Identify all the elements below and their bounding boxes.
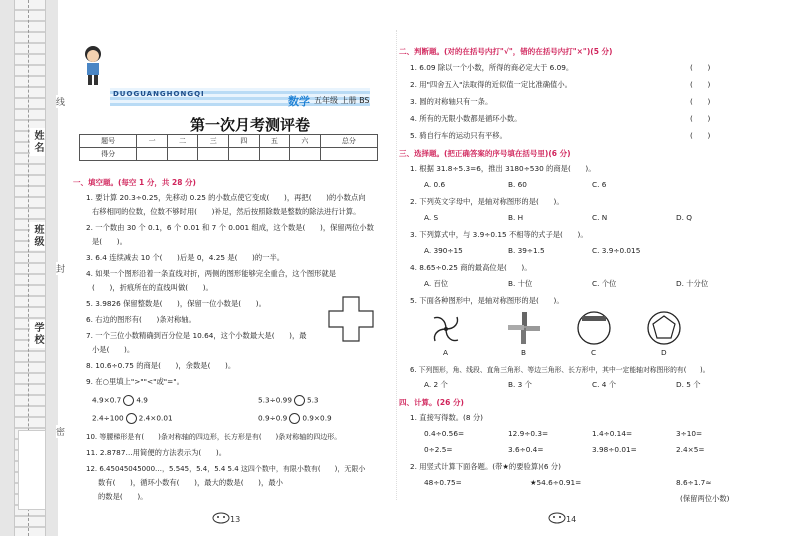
compare-row-1-left <box>92 395 148 406</box>
mascot-icon <box>212 510 230 524</box>
page-title: 第一次月考测评卷 <box>189 116 310 134</box>
question-4-cont: ( )，折痕所在的直线叫做( )。 <box>92 283 213 292</box>
choice-option[interactable]: D. Q <box>676 213 693 222</box>
question-7: 7. 一个三位小数精确到百分位是 10.64，这个小数最大是( )，最 <box>86 331 307 340</box>
choice-3: 3. 下列算式中，与 3.9÷0.15 不相等的式子是( )。 <box>410 230 588 239</box>
compare-expr: 0.9×0.9 <box>302 413 332 423</box>
name-label: 姓名 <box>32 130 43 154</box>
compare-expr: 5.3÷0.99 <box>258 395 292 405</box>
calc-item: 8.6÷1.7≈ <box>676 478 712 487</box>
compare-expr: 0.9÷0.9 <box>258 413 288 423</box>
choice-option[interactable]: C. 个位 <box>592 279 617 288</box>
question-5: 5. 3.9826 保留整数是( )，保留一位小数是( )。 <box>86 299 266 308</box>
figure-label[interactable]: D <box>661 348 667 357</box>
section-calculation: 四、计算。(26 分) <box>399 398 464 407</box>
figure-label[interactable]: A <box>443 348 448 357</box>
question-12: 12. 6.45045045000…，5.545，5.4，5.4 5.4 这四个数中，有限小数有( )，无限小 <box>86 465 366 473</box>
choice-option[interactable]: C. 4 个 <box>592 380 616 389</box>
calc-item: 12.9÷0.3= <box>508 429 549 438</box>
banner-text: DUOGUANGHONGQI <box>113 90 205 98</box>
question-8: 8. 10.6÷0.75 的商是( )，余数是( )。 <box>86 361 236 370</box>
compare-circle[interactable] <box>123 395 134 406</box>
choice-option[interactable]: A. 390÷15 <box>424 246 463 255</box>
score-cell: 题号 <box>80 135 137 148</box>
compare-row-1-right <box>258 395 319 406</box>
calc-item: 2.4×5= <box>676 445 705 454</box>
choice-option[interactable]: A. 百位 <box>424 279 449 288</box>
binding-char: 线 <box>56 95 65 108</box>
seat-box <box>18 430 46 510</box>
section-fill-blank: 一、填空题。(每空 1 分，共 28 分) <box>73 178 196 187</box>
answer-paren[interactable]: ( ) <box>690 63 711 72</box>
choice-option[interactable]: A. 0.6 <box>424 180 446 189</box>
choice-option[interactable]: B. 60 <box>508 180 527 189</box>
question-11: 11. 2.8787…用简便的方法表示为( )。 <box>86 448 227 457</box>
score-cell: 二 <box>167 135 198 148</box>
pentagon-circle-figure <box>646 310 682 346</box>
answer-paren[interactable]: ( ) <box>690 131 711 140</box>
figure-label[interactable]: B <box>521 348 527 357</box>
choice-option[interactable]: B. 3 个 <box>508 380 532 389</box>
calc-item: 48÷0.75= <box>424 478 462 487</box>
circle-figure <box>576 310 612 346</box>
question-3: 3. 6.4 连续减去 10 个( )后是 0，4.25 是( )的一半。 <box>86 253 285 262</box>
calc-item: 3÷10= <box>676 429 703 438</box>
question-6: 6. 右边的图形有( )条对称轴。 <box>86 315 196 324</box>
class-label: 班级 <box>32 224 43 248</box>
compare-expr: 2.4×0.01 <box>138 413 173 423</box>
question-12-cont: 数有( )，循环小数有( )，最大的数是( )，最小 <box>98 478 283 487</box>
compare-expr: 5.3 <box>306 395 319 405</box>
binding-char: 密 <box>56 425 65 438</box>
judge-3: 3. 圆的对称轴只有一条。 <box>410 97 493 106</box>
binding-strip <box>0 0 66 536</box>
section-true-false: 二、判断题。(对的在括号内打"√"，错的在括号内打"×")(5 分) <box>399 47 613 56</box>
judge-2: 2. 用"四舍五入"法取得的近似值一定比准确值小。 <box>410 80 572 89</box>
score-cell: 四 <box>228 135 259 148</box>
figure-label[interactable]: C <box>591 348 597 357</box>
calc-item: 3.98÷0.01= <box>592 445 637 454</box>
choice-5: 5. 下面各种图形中，是轴对称图形的是( )。 <box>410 296 564 305</box>
score-input-cell[interactable] <box>198 148 229 161</box>
compare-row-2-left <box>92 413 173 424</box>
choice-option[interactable]: B. 39÷1.5 <box>508 246 545 255</box>
binding-char: 封 <box>56 262 65 275</box>
question-2: 2. 一个数由 30 个 0.1，6 个 0.01 和 7 个 0.001 组成，这个数是( )，保留两位小数 <box>86 223 374 232</box>
choice-option[interactable]: D. 5 个 <box>676 380 701 389</box>
windmill-figure <box>506 310 542 346</box>
choice-1: 1. 根据 31.8÷5.3=6，推出 3180÷530 的商是( )。 <box>410 164 596 173</box>
question-4: 4. 如果一个图形沿着一条直线对折，两侧的图形能够完全重合，这个图形就是 <box>86 269 337 278</box>
choice-6: 6. 下列图形，角、线段、直角三角形、等边三角形、长方形中，其中一定能轴对称图形的有( )。 <box>410 366 710 374</box>
score-cell: 五 <box>259 135 290 148</box>
score-input-cell[interactable] <box>290 148 321 161</box>
grade-label: 五年级 上册 BS <box>314 96 370 105</box>
calc-item: 3.6÷0.4= <box>508 445 544 454</box>
judge-5: 5. 骑自行车的运动只有平移。 <box>410 131 507 140</box>
choice-option[interactable]: A. 2 个 <box>424 380 448 389</box>
choice-option[interactable]: C. 3.9÷0.015 <box>592 246 641 255</box>
question-2-cont: 是( )。 <box>92 237 127 246</box>
calc-item: 1.4÷0.14= <box>592 429 633 438</box>
answer-paren[interactable]: ( ) <box>690 80 711 89</box>
score-value-row <box>80 148 378 161</box>
mascot-icon <box>548 510 566 524</box>
score-cell: 得分 <box>80 148 137 161</box>
calc-note: (保留两位小数) <box>680 494 730 503</box>
calc-item: ★54.6÷0.91= <box>530 478 582 487</box>
pinwheel-figure <box>428 312 464 346</box>
judge-1: 1. 6.09 除以一个小数，所得的商必定大于 6.09。 <box>410 63 574 72</box>
choice-option[interactable]: B. 十位 <box>508 279 533 288</box>
compare-expr: 2.4÷100 <box>92 413 124 423</box>
score-table <box>79 134 378 161</box>
compare-expr: 4.9×0.7 <box>92 395 122 405</box>
score-header-row <box>80 135 378 148</box>
choice-2: 2. 下列英文字母中，是轴对称图形的是( )。 <box>410 197 564 206</box>
compare-expr: 4.9 <box>136 395 148 405</box>
score-cell: 三 <box>198 135 229 148</box>
calc-2: 2. 用竖式计算下面各题。(带★的要验算)(6 分) <box>410 462 561 471</box>
score-input-cell[interactable] <box>137 148 168 161</box>
page-divider <box>396 30 397 500</box>
school-label: 学校 <box>32 322 43 346</box>
choice-option[interactable]: A. S <box>424 213 439 222</box>
judge-4: 4. 所有的无限小数都是循环小数。 <box>410 114 522 123</box>
question-12-cont2: 的数是( )。 <box>98 492 148 501</box>
score-cell: 总分 <box>320 135 377 148</box>
question-7-cont: 小是( )。 <box>92 345 135 354</box>
compare-circle[interactable] <box>126 413 137 424</box>
question-1-cont: 右移相同的位数，位数不够时用( )补足，然后按照除数是整数的除法进行计算。 <box>92 207 361 216</box>
choice-option[interactable]: B. H <box>508 213 524 222</box>
calc-item: 0.4÷0.56= <box>424 429 465 438</box>
score-input-cell[interactable] <box>320 148 377 161</box>
calc-1: 1. 直接写得数。(8 分) <box>410 413 484 422</box>
choice-option[interactable]: C. 6 <box>592 180 607 189</box>
answer-paren[interactable]: ( ) <box>690 114 711 123</box>
score-input-cell[interactable] <box>228 148 259 161</box>
score-input-cell[interactable] <box>259 148 290 161</box>
score-cell: 一 <box>137 135 168 148</box>
compare-row-2-right <box>258 413 332 424</box>
student-cartoon <box>82 44 104 88</box>
subject-label: 数学 <box>288 95 310 108</box>
page-number-left: 13 <box>230 515 241 524</box>
choice-option[interactable]: D. 十分位 <box>676 279 709 288</box>
compare-circle[interactable] <box>289 413 300 424</box>
cross-shape-figure <box>328 296 374 342</box>
answer-paren[interactable]: ( ) <box>690 97 711 106</box>
choice-option[interactable]: C. N <box>592 213 608 222</box>
score-input-cell[interactable] <box>167 148 198 161</box>
section-choice: 三、选择题。(把正确答案的序号填在括号里)(6 分) <box>399 149 571 158</box>
choice-4: 4. 8.65÷0.25 商的最高位是( )。 <box>410 263 532 272</box>
page-number-right: 14 <box>566 515 577 524</box>
score-cell: 六 <box>290 135 321 148</box>
question-9: 9. 在○里填上">""<"或"="。 <box>86 377 184 386</box>
calc-item: 0÷2.5= <box>424 445 453 454</box>
question-1: 1. 要计算 20.3÷0.25，先移动 0.25 的小数点使它变成( )，再把( )的小数点向 <box>86 193 366 202</box>
question-10: 10. 等腰梯形是有( )条对称轴的四边形，长方形是有( )条对称轴的四边形。 <box>86 433 342 441</box>
compare-circle[interactable] <box>294 395 305 406</box>
